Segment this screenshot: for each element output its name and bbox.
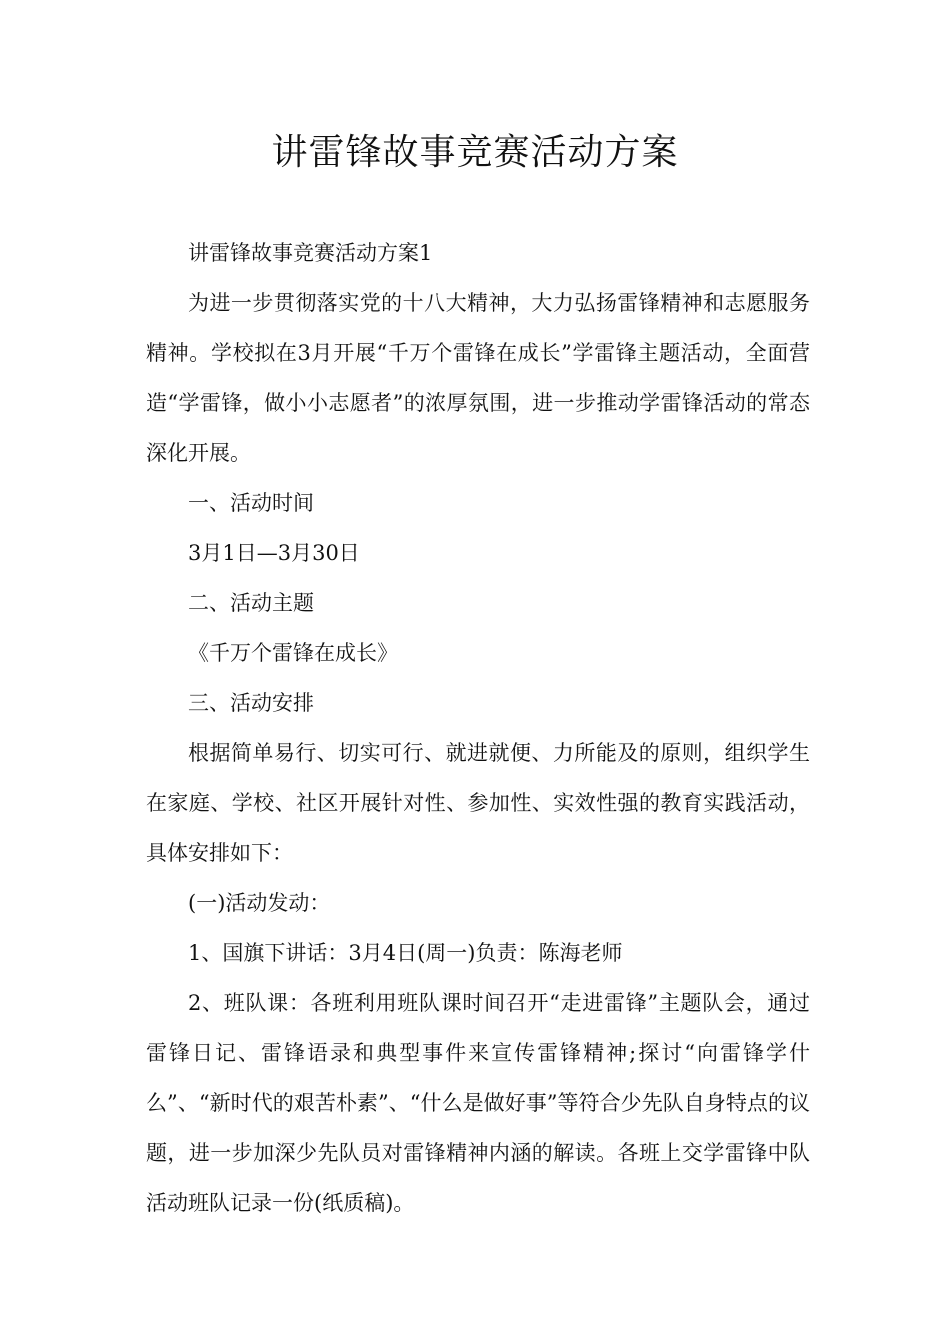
heading-activity-theme: 二、活动主题	[188, 591, 314, 615]
document-title: 讲雷锋故事竞赛活动方案	[271, 132, 679, 173]
paragraph-arrangement: 根据简单易行、切实可行、就进就便、力所能及的原则，组织学生在家庭、学校、社区开展针对性、参加性、实效性强的教育实践活动，具体安排如下：	[146, 741, 810, 865]
subheading-mobilization: (一)活动发动：	[188, 891, 331, 915]
paragraph-intro: 为进一步贯彻落实党的十八大精神，大力弘扬雷锋精神和志愿服务精神。学校拟在3月开展“千万个雷锋在成长”学雷锋主题活动，全面营造“学雷锋，做小小志愿者”的浓厚氛围，进一步推动学雷锋活动的常态深化开展。	[146, 291, 810, 465]
heading-activity-time: 一、活动时间	[188, 491, 314, 515]
paragraph-subtitle: 讲雷锋故事竞赛活动方案1	[188, 241, 433, 265]
document-body	[146, 228, 810, 1228]
paragraph-activity-time: 3月1日—3月30日	[188, 541, 360, 565]
paragraph-activity-theme: 《千万个雷锋在成长》	[188, 641, 398, 665]
list-item-flag-speech: 1、国旗下讲话：3月4日(周一)负责：陈海老师	[188, 941, 623, 965]
heading-activity-arrangement: 三、活动安排	[188, 691, 314, 715]
list-item-class-meeting: 2、班队课：各班利用班队课时间召开“走进雷锋”主题队会，通过雷锋日记、雷锋语录和典型事件来宣传雷锋精神;探讨“向雷锋学什么”、“新时代的艰苦朴素”、“什么是做好事”等符合少先队自身特点的议题，进一步加深少先队员对雷锋精神内涵的解读。各班上交学雷锋中队活动班队记录一份(纸质稿)。	[146, 991, 810, 1215]
